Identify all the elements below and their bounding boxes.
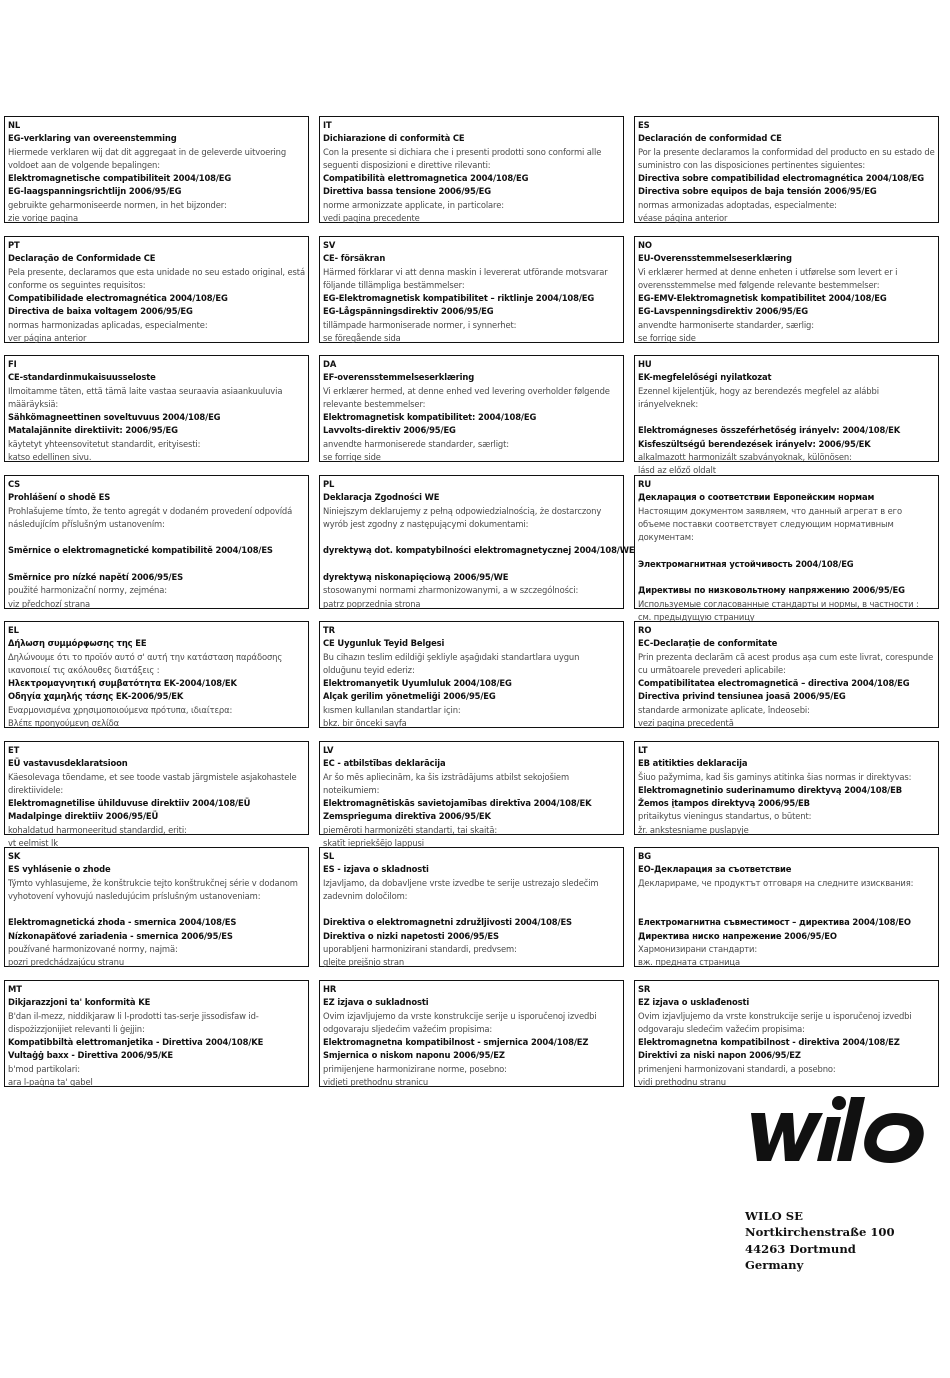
language-code: SV — [323, 240, 336, 250]
declaration-title: CE Uygunluk Teyid Belgesi — [323, 638, 445, 649]
declaration-title: Δήλωση συμμόρφωσης της ΕΕ — [8, 638, 147, 649]
declaration-title: Декларация о соответствии Европейским нормам — [638, 492, 875, 503]
text-line: zie vorige pagina — [8, 213, 79, 224]
text-line: používané harmonizované normy, najmä: — [8, 944, 178, 955]
declaration-es — [634, 116, 939, 223]
declaration-sl — [319, 847, 624, 967]
language-code: SK — [8, 851, 21, 861]
text-line: viz předchozí strana — [8, 598, 91, 609]
directive-line: Директива ниско напрежение 2006/95/ЕО — [638, 930, 837, 941]
text-line — [323, 531, 620, 544]
language-code: NL — [8, 120, 21, 130]
declaration-title: Dikjarazzjoni ta' konformità KE — [8, 997, 151, 1008]
text-line: käytetyt yhteensovitetut standardit, erityisesti: — [8, 438, 201, 449]
directive-line: Nízkonapäťové zariadenia - smernica 2006/95/ES — [8, 930, 233, 941]
declaration-el — [4, 621, 309, 728]
text-line — [638, 903, 935, 916]
declaration-title: Deklaracja Zgodności WE — [323, 492, 440, 503]
declaration-et — [4, 741, 309, 849]
declaration-title: EZ izjava o usklađenosti — [638, 997, 750, 1008]
declaration-pt — [4, 236, 309, 343]
text-line — [638, 544, 935, 557]
language-code: TR — [323, 625, 335, 635]
text-line: kısmen kullanılan standartlar için: — [323, 704, 461, 715]
directive-line: Lavvolts-direktiv 2006/95/EG — [323, 425, 456, 436]
declaration-title: EÜ vastavusdeklaratsioon — [8, 758, 128, 769]
text-line: primenjeni harmonizovani standardi, a posebno: — [638, 1063, 836, 1074]
text-line: Härmed förklarar vi att denna maskin i levererat utförande motsvarar följande tillämpliga bestämmelser: — [323, 266, 608, 290]
directive-line: EG-EMV-Elektromagnetisk kompatibilitet 2004/108/EG — [638, 293, 887, 304]
text-line: Используемые согласованные стандарты и нормы, в частности : — [638, 598, 919, 609]
text-line: Niniejszym deklarujemy z pełną odpowiedzialnością, że dostarczony wyrób jest zgodny z następującymi dokumentami: — [323, 505, 602, 529]
text-line: Ovim izjavljujemo da vrste konstrukcije serije u isporučenoj izvedbi odgovaraju sljedećim važećim propisima: — [323, 1010, 597, 1034]
directive-line: Smjernica o niskom naponu 2006/95/EZ — [323, 1050, 505, 1061]
language-code: IT — [323, 120, 332, 130]
text-line: Хармонизирани стандарти: — [638, 944, 758, 955]
declaration-title: EB atitikties deklaracija — [638, 758, 748, 769]
declaration-title: Declaración de conformidad CE — [638, 133, 782, 144]
text-line: Prohlašujeme tímto, že tento agregát v dodaném provedení odpovídá následujícím příslušným ustanovením: — [8, 505, 293, 529]
declaration-sr — [634, 980, 939, 1087]
text-line — [8, 531, 305, 544]
language-code: NO — [638, 240, 652, 250]
text-line: kohaldatud harmoneeritud standardid, eriti: — [8, 824, 187, 835]
directive-line: Madalpinge direktiiv 2006/95/EÜ — [8, 811, 159, 822]
declaration-title: Declaração de Conformidade CE — [8, 253, 156, 264]
declaration-fi — [4, 355, 309, 462]
text-line — [8, 903, 305, 916]
declaration-title: EF-overensstemmelseserklæring — [323, 372, 475, 383]
directive-line: Elektromanyetik Uyumluluk 2004/108/EG — [323, 678, 512, 689]
directive-line: Электромагнитная устойчивость 2004/108/EG — [638, 558, 854, 569]
directive-line: Compatibilitatea electromagnetică – directiva 2004/108/EG — [638, 678, 910, 689]
text-line: ver página anterior — [8, 333, 87, 344]
declaration-cs — [4, 475, 309, 609]
text-line — [323, 903, 620, 916]
text-line: alkalmazott harmonizált szabványoknak, különösen: — [638, 452, 852, 463]
declaration-title: CE-standardinmukaisuusseloste — [8, 372, 156, 383]
declaration-lt — [634, 741, 939, 835]
declaration-pl — [319, 475, 635, 609]
text-line: vidjeti prethodnu stranicu — [323, 1077, 429, 1088]
declaration-ro — [634, 621, 939, 728]
declaration-title: EK-megfelelőségi nyilatkozat — [638, 372, 772, 383]
directive-line: Direttiva bassa tensione 2006/95/EG — [323, 186, 492, 197]
declaration-mt — [4, 980, 309, 1087]
text-line: se föregående sida — [323, 333, 401, 344]
directive-line: EG-Elektromagnetisk kompatibilitet – riktlinje 2004/108/EG — [323, 293, 595, 304]
directive-line: Directiva privind tensiunea joasă 2006/95/EG — [638, 691, 846, 702]
text-line: primijenjene harmonizirane norme, posebno: — [323, 1063, 507, 1074]
declaration-title: EG-verklaring van overeenstemming — [8, 133, 177, 144]
text-line: Βλέπε προηγούμενη σελίδα — [8, 718, 120, 729]
directive-line: Elektromágneses összeférhetőség irányelv: 2004/108/EK — [638, 425, 901, 436]
text-line: pozri predchádzajúcu stranu — [8, 957, 125, 968]
language-code: FI — [8, 359, 17, 369]
text-line: Декларираме, че продуктът отговаря на следните изисквания: — [638, 877, 914, 888]
text-line: Δηλώνουμε ότι το προϊόν αυτό σ' αυτή την κατάσταση παράδοσης ικανοποιεί τις ακόλουθες διατάξεις : — [8, 651, 283, 675]
language-code: ES — [638, 120, 650, 130]
declaration-title: EU-Overensstemmelseserklæring — [638, 253, 792, 264]
directive-line: EG-Lågspänningsdirektiv 2006/95/EG — [323, 306, 494, 317]
text-line: Ovim izjavljujemo da vrste konstrukcije serije u isporučenoj izvedbi odgovaraju sledećim važećim propisima: — [638, 1010, 912, 1034]
text-line — [638, 411, 935, 424]
text-line — [8, 558, 305, 571]
text-line: katso edellinen sivu. — [8, 452, 92, 463]
language-code: BG — [638, 851, 652, 861]
text-line: glejte prejšnjo stran — [323, 957, 405, 968]
directive-line: Matalajännite direktiivit: 2006/95/EG — [8, 425, 178, 436]
text-line: se forrige side — [638, 333, 696, 344]
text-line: Con la presente si dichiara che i presenti prodotti sono conformi alle seguenti disposizioni e direttive rilevanti: — [323, 146, 602, 170]
text-line — [638, 571, 935, 584]
directive-line: Elektromagnetisk kompatibilitet: 2004/108/EG — [323, 412, 537, 423]
text-line: gebruikte geharmoniseerde normen, in het bijzonder: — [8, 199, 227, 210]
language-code: PL — [323, 479, 335, 489]
text-line: Pela presente, declaramos que esta unidade no seu estado original, está conforme os seguintes requisitos: — [8, 266, 305, 290]
text-line: normas harmonizadas aplicadas, especialmente: — [8, 319, 208, 330]
language-code: MT — [8, 984, 22, 994]
declaration-title: ES - izjava o skladnosti — [323, 864, 429, 875]
language-code: LV — [323, 745, 334, 755]
address-line: WILO SE — [745, 1209, 803, 1223]
text-line: см. предыдущую страницу — [638, 611, 755, 622]
wilo-logo — [745, 1093, 930, 1169]
directive-line: Zemsprieguma direktīva 2006/95/EK — [323, 811, 491, 822]
declaration-nl — [4, 116, 309, 223]
directive-line: Directiva sobre compatibilidad electromagnética 2004/108/EG — [638, 173, 925, 184]
directive-line: Direktivi za niski napon 2006/95/EZ — [638, 1050, 801, 1061]
directive-line: EG-Lavspenningsdirektiv 2006/95/EG — [638, 306, 809, 317]
directive-line: Směrnice pro nízké napětí 2006/95/ES — [8, 572, 183, 583]
text-line: B'dan il-mezz, niddikjaraw li l-prodotti tas-serje jissodisfaw id-dispożizzjonijiet relevanti li ġejjin: — [8, 1010, 259, 1034]
directive-line: Kompatibbiltà elettromanjetika - Direttiva 2004/108/KE — [8, 1037, 264, 1048]
declaration-title: ES vyhlásenie o zhode — [8, 864, 111, 875]
declaration-da — [319, 355, 624, 462]
text-line: anvendte harmoniserede standarder, særligt: — [323, 438, 509, 449]
directive-line: EG-laagspanningsrichtlijn 2006/95/EG — [8, 186, 182, 197]
text-line: použité harmonizační normy, zejména: — [8, 585, 167, 596]
text-line: Ilmoitamme täten, että tämä laite vastaa seuraavia asiaankuuluvia määräyksiä: — [8, 385, 283, 409]
text-line: anvendte harmoniserte standarder, særlig: — [638, 319, 814, 330]
company-address — [745, 1208, 895, 1274]
directive-line: Direktiva o nizki napetosti 2006/95/ES — [323, 930, 499, 941]
text-line: Ezennel kijelentjük, hogy az berendezés megfelel az alábbi irányelveknek: — [638, 385, 879, 409]
text-line: b'mod partikolari: — [8, 1063, 80, 1074]
text-line: lásd az előző oldalt — [638, 465, 716, 476]
wilo-logo-mark — [745, 1093, 930, 1165]
text-line: Vi erklærer hermed, at denne enhed ved levering overholder følgende relevante bestemmelser: — [323, 385, 610, 409]
directive-line: dyrektywą niskonapięciową 2006/95/WE — [323, 572, 509, 583]
text-line: stosowanymi normami zharmonizowanymi, a w szczególności: — [323, 585, 579, 596]
text-line: Por la presente declaramos la conformidad del producto en su estado de suministro con las disposiciones pertinentes siguientes: — [638, 146, 935, 170]
language-code: SR — [638, 984, 651, 994]
language-code: DA — [323, 359, 337, 369]
text-line: Prin prezenta declarăm că acest produs așa cum este livrat, corespunde cu următoarele prevederi aplicabile: — [638, 651, 934, 675]
language-code: HU — [638, 359, 652, 369]
text-line: Bu cihazın teslim edildiği şekliyle aşağıdaki standartlara uygun olduğunu teyid ederiz: — [323, 651, 580, 675]
text-line: vt eelmist lk — [8, 838, 58, 849]
declaration-title: CE- försäkran — [323, 253, 386, 264]
text-line: Käesolevaga tõendame, et see toode vastab järgmistele asjakohastele direktiividele: — [8, 771, 297, 795]
directive-line: Alçak gerilim yönetmeliği 2006/95/EG — [323, 691, 496, 702]
language-code: LT — [638, 745, 648, 755]
directive-line: Sähkömagneettinen soveltuvuus 2004/108/EG — [8, 412, 221, 423]
declaration-sv — [319, 236, 624, 343]
text-line: žr. ankstesniame puslapyje — [638, 824, 749, 835]
text-line: standarde armonizate aplicate, îndeosebi: — [638, 704, 810, 715]
text-line: skatīt iepriekšējo lappusi — [323, 838, 424, 849]
text-line: uporabljeni harmonizirani standardi, predvsem: — [323, 944, 517, 955]
text-line: vezi pagina precedentă — [638, 718, 734, 729]
language-code: CS — [8, 479, 21, 489]
text-line: patrz poprzednia strona — [323, 598, 421, 609]
language-code: RU — [638, 479, 652, 489]
declaration-hr — [319, 980, 624, 1087]
text-line — [638, 890, 935, 903]
address-line: Germany — [745, 1258, 804, 1273]
directive-line: Elektromagnetická zhoda - smernica 2004/108/ES — [8, 917, 237, 928]
declaration-title: Dichiarazione di conformità CE — [323, 133, 465, 144]
text-line: Týmto vyhlasujeme, že konštrukcie tejto konštrukčnej série v dodanom vyhotovení vyhovujú nasledujúcim príslušným ustanoveniam: — [8, 877, 298, 901]
text-line: Ar šo mēs apliecinām, ka šis izstrādājums atbilst sekojošiem noteikumiem: — [323, 771, 569, 795]
text-line: Vi erklærer hermed at denne enheten i utførelse som levert er i overensstemmelse med følgende relevante bestemmelser: — [638, 266, 898, 290]
text-line: Hiermede verklaren wij dat dit aggregaat in de geleverde uitvoering voldoet aan de volgende bepalingen: — [8, 146, 287, 170]
text-line: normas armonizadas adoptadas, especialmente: — [638, 199, 837, 210]
text-line: norme armonizzate applicate, in particolare: — [323, 199, 504, 210]
text-line: pritaikytus vieningus standartus, o būtent: — [638, 811, 812, 822]
text-line: véase página anterior — [638, 213, 728, 224]
text-line: tillämpade harmoniserade normer, i synnerhet: — [323, 319, 517, 330]
declaration-bg — [634, 847, 939, 967]
declaration-title: EZ izjava o sukladnosti — [323, 997, 429, 1008]
declaration-tr — [319, 621, 624, 728]
language-code: SL — [323, 851, 335, 861]
declaration-title: EC-Declarație de conformitate — [638, 638, 778, 649]
directive-line: Elektromagnētiskās savietojamības direktīva 2004/108/EK — [323, 798, 592, 809]
text-line: вж. предната страница — [638, 957, 740, 968]
text-line: Εναρμονισμένα χρησιμοποιούμενα πρότυπα, ιδιαίτερα: — [8, 704, 233, 715]
directive-line: Compatibilidade electromagnética 2004/108/EG — [8, 293, 228, 304]
directive-line: Directiva sobre equipos de baja tensión 2006/95/EG — [638, 186, 877, 197]
text-line: Настоящим документом заявляем, что данный агрегат в его объеме поставки соответствует следующим нормативным документам: — [638, 505, 902, 543]
language-code: EL — [8, 625, 19, 635]
text-line: vedi pagina precedente — [323, 213, 420, 224]
directive-line: Elektromagnetna kompatibilnost - smjernica 2004/108/EZ — [323, 1037, 589, 1048]
text-line: ara l-paġna ta' qabel — [8, 1077, 93, 1088]
declaration-hu — [634, 355, 939, 476]
address-line: Nortkirchenstraße 100 — [745, 1225, 895, 1240]
directive-line: Směrnice o elektromagnetické kompatibilitě 2004/108/ES — [8, 545, 273, 556]
text-line: bkz. bir önceki sayfa — [323, 718, 407, 729]
text-line: Šiuo pažymima, kad šis gaminys atitinka šias normas ir direktyvas: — [638, 771, 912, 782]
directive-line: Žemos įtampos direktyvą 2006/95/EB — [638, 798, 810, 809]
language-code: HR — [323, 984, 337, 994]
directive-line: Elektromagnetna kompatibilnost - direktiva 2004/108/EZ — [638, 1037, 900, 1048]
directive-line: Elektromagnetinio suderinamumo direktyvą 2004/108/EB — [638, 784, 902, 795]
language-code: RO — [638, 625, 652, 635]
directive-line: Direktiva o elektromagnetni združljivosti 2004/108/ES — [323, 917, 572, 928]
directive-line: Elektromagnetische compatibiliteit 2004/108/EG — [8, 173, 232, 184]
declaration-title: ЕО-Декларация за съответствие — [638, 864, 792, 875]
directive-line: Електромагнитна съвместимост – директива 2004/108/ЕО — [638, 917, 911, 928]
directive-line: Elektromagnetilise ühilduvuse direktiiv 2004/108/EÜ — [8, 798, 251, 809]
directive-line: Οδηγία χαμηλής τάσης ΕΚ-2006/95/ΕΚ — [8, 691, 184, 702]
directive-line: Kisfeszültségű berendezések irányelv: 2006/95/EK — [638, 438, 871, 449]
directive-line: Vultaġġ baxx - Direttiva 2006/95/KE — [8, 1050, 173, 1061]
declaration-lv — [319, 741, 624, 849]
language-code: PT — [8, 240, 20, 250]
directive-line: Ηλεκτρομαγνητική συμβατότητα ΕΚ-2004/108/ΕΚ — [8, 678, 237, 689]
address-line: 44263 Dortmund — [745, 1241, 856, 1256]
declaration-ru — [634, 475, 939, 622]
text-line: piemēroti harmonizēti standarti, tai skaitā: — [323, 824, 498, 835]
text-line: vidi prethodnu stranu — [638, 1077, 726, 1088]
text-line: se forrige side — [323, 452, 381, 463]
declaration-title: Prohlášení o shodě ES — [8, 492, 111, 503]
directive-line: Directiva de baixa voltagem 2006/95/EG — [8, 306, 193, 317]
directive-line: Директивы по низковольтному напряжению 2006/95/EG — [638, 585, 905, 596]
declaration-no — [634, 236, 939, 343]
text-line: Izjavljamo, da dobavljene vrste izvedbe te serije ustrezajo sledečim zadevnim določilom: — [323, 877, 599, 901]
directive-line: Compatibilità elettromagnetica 2004/108/EG — [323, 173, 529, 184]
directive-line: dyrektywą dot. kompatybilności elektromagnetycznej 2004/108/WE — [323, 545, 635, 556]
text-line — [323, 558, 620, 571]
declaration-title: EC - atbilstības deklarācija — [323, 758, 446, 769]
declaration-sk — [4, 847, 309, 967]
declaration-it — [319, 116, 624, 223]
language-code: ET — [8, 745, 20, 755]
